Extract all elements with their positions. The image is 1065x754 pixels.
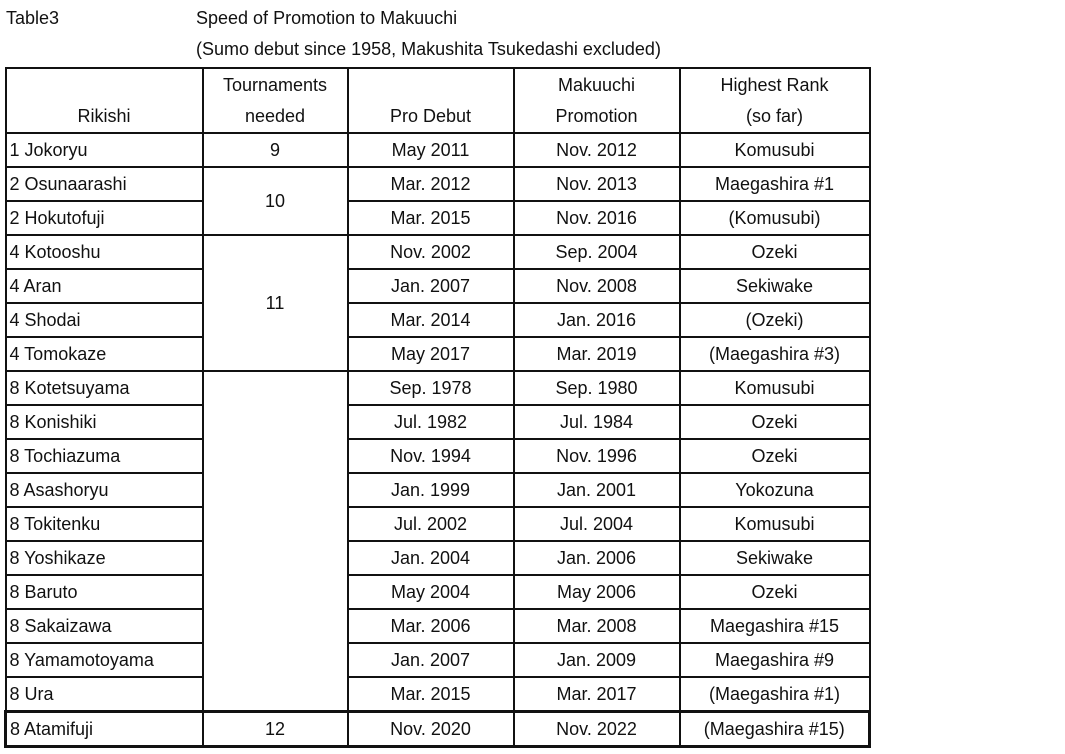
cell-debut: Mar. 2014: [348, 303, 514, 337]
cell-debut: Nov. 1994: [348, 439, 514, 473]
cell-rikishi: 8 Baruto: [6, 575, 203, 609]
cell-rank: Komusubi: [680, 507, 870, 541]
cell-debut: Mar. 2015: [348, 677, 514, 712]
cell-rikishi: 8 Konishiki: [6, 405, 203, 439]
header-rikishi-line: Rikishi: [77, 106, 131, 126]
cell-promotion: Jul. 1984: [514, 405, 680, 439]
cell-tournaments: 11: [203, 235, 348, 371]
cell-rikishi: 8 Tochiazuma: [6, 439, 203, 473]
cell-rikishi: 4 Tomokaze: [6, 337, 203, 371]
header-rank-line-1: Highest Rank: [720, 75, 829, 95]
table-row: [6, 541, 870, 575]
cell-promotion: Jan. 2016: [514, 303, 680, 337]
promotion-speed-table: [4, 67, 871, 748]
cell-rank: Sekiwake: [680, 269, 870, 303]
cell-promotion: Mar. 2008: [514, 609, 680, 643]
cell-rank: (Ozeki): [680, 303, 870, 337]
cell-tournaments: 10: [203, 167, 348, 235]
cell-promotion: Nov. 2016: [514, 201, 680, 235]
table-row: [6, 201, 870, 235]
table-subtitle: (Sumo debut since 1958, Makushita Tsukedashi excluded): [196, 39, 661, 59]
table-row: [6, 235, 870, 269]
table-row: [6, 439, 870, 473]
cell-rikishi: 4 Shodai: [6, 303, 203, 337]
cell-debut: May 2017: [348, 337, 514, 371]
cell-rank: Maegashira #9: [680, 643, 870, 677]
table-row: [6, 269, 870, 303]
header-promotion-line-2: Promotion: [555, 106, 638, 126]
cell-promotion: Mar. 2017: [514, 677, 680, 712]
table-row: [6, 643, 870, 677]
cell-rank: Ozeki: [680, 575, 870, 609]
table-row: [6, 371, 870, 405]
cell-rikishi: 8 Sakaizawa: [6, 609, 203, 643]
cell-rank: (Maegashira #3): [680, 337, 870, 371]
table-row: [6, 303, 870, 337]
cell-rikishi: 8 Kotetsuyama: [6, 371, 203, 405]
table-row: [6, 609, 870, 643]
cell-promotion: Sep. 1980: [514, 371, 680, 405]
cell-tournaments: 9: [203, 133, 348, 167]
table-row: [6, 405, 870, 439]
cell-rikishi: 8 Yamamotoyama: [6, 643, 203, 677]
cell-debut: Jan. 1999: [348, 473, 514, 507]
cell-debut: Sep. 1978: [348, 371, 514, 405]
table-row: [6, 473, 870, 507]
cell-rikishi: 1 Jokoryu: [6, 133, 203, 167]
cell-rikishi: 8 Asashoryu: [6, 473, 203, 507]
table-row: [6, 507, 870, 541]
header-rikishi: [6, 68, 203, 133]
header-tournaments-line-1: Tournaments: [222, 75, 328, 95]
cell-rank: Ozeki: [680, 405, 870, 439]
cell-debut: Mar. 2006: [348, 609, 514, 643]
cell-rank: (Maegashira #15): [680, 712, 870, 747]
header-highest-rank: [680, 68, 870, 133]
cell-promotion: Jan. 2001: [514, 473, 680, 507]
table-title: Speed of Promotion to Makuuchi: [196, 8, 458, 28]
cell-debut: Nov. 2002: [348, 235, 514, 269]
cell-rank: Maegashira #1: [680, 167, 870, 201]
cell-promotion: Nov. 2012: [514, 133, 680, 167]
cell-rikishi: 8 Tokitenku: [6, 507, 203, 541]
cell-rank: Ozeki: [680, 235, 870, 269]
header-tournaments-line-2: needed: [244, 106, 306, 126]
cell-promotion: Sep. 2004: [514, 235, 680, 269]
cell-debut: May 2004: [348, 575, 514, 609]
header-debut-line: Pro Debut: [389, 106, 472, 126]
cell-promotion: Jan. 2009: [514, 643, 680, 677]
cell-promotion: Nov. 1996: [514, 439, 680, 473]
cell-rank: Yokozuna: [680, 473, 870, 507]
cell-debut: Mar. 2015: [348, 201, 514, 235]
cell-rank: Komusubi: [680, 371, 870, 405]
cell-rank: (Komusubi): [680, 201, 870, 235]
cell-promotion: May 2006: [514, 575, 680, 609]
cell-promotion: Jul. 2004: [514, 507, 680, 541]
table-row: [6, 337, 870, 371]
cell-debut: Jan. 2007: [348, 643, 514, 677]
header-pro-debut: [348, 68, 514, 133]
cell-rikishi: 8 Yoshikaze: [6, 541, 203, 575]
table-row: [6, 133, 870, 167]
cell-rikishi: 8 Atamifuji: [6, 712, 203, 747]
cell-promotion: Mar. 2019: [514, 337, 680, 371]
header-row: [6, 68, 870, 133]
cell-debut: Jan. 2007: [348, 269, 514, 303]
cell-promotion: Nov. 2013: [514, 167, 680, 201]
header-makuuchi-promotion: [514, 68, 680, 133]
cell-debut: Jul. 2002: [348, 507, 514, 541]
cell-rank: Sekiwake: [680, 541, 870, 575]
cell-debut: Nov. 2020: [348, 712, 514, 747]
header-promotion-line-1: Makuuchi: [557, 75, 636, 95]
cell-rikishi: 4 Aran: [6, 269, 203, 303]
header-rank-line-2: (so far): [745, 106, 803, 126]
cell-promotion: Nov. 2022: [514, 712, 680, 747]
cell-debut: Jan. 2004: [348, 541, 514, 575]
cell-rikishi: 4 Kotooshu: [6, 235, 203, 269]
cell-rikishi: 8 Ura: [6, 677, 203, 712]
table-row: [6, 677, 870, 712]
cell-rank: Komusubi: [680, 133, 870, 167]
table-row: [6, 167, 870, 201]
cell-tournaments: 12: [203, 712, 348, 747]
cell-debut: Mar. 2012: [348, 167, 514, 201]
table-number: Table3: [6, 8, 60, 28]
header-tournaments-needed: [203, 68, 348, 133]
cell-promotion: Nov. 2008: [514, 269, 680, 303]
cell-rikishi: 2 Osunaarashi: [6, 167, 203, 201]
table-row-highlighted: [6, 712, 870, 747]
cell-rank: Maegashira #15: [680, 609, 870, 643]
cell-promotion: Jan. 2006: [514, 541, 680, 575]
cell-rank: (Maegashira #1): [680, 677, 870, 712]
cell-rank: Ozeki: [680, 439, 870, 473]
cell-debut: May 2011: [348, 133, 514, 167]
cell-tournaments: [203, 371, 348, 712]
cell-debut: Jul. 1982: [348, 405, 514, 439]
cell-rikishi: 2 Hokutofuji: [6, 201, 203, 235]
table-row: [6, 575, 870, 609]
